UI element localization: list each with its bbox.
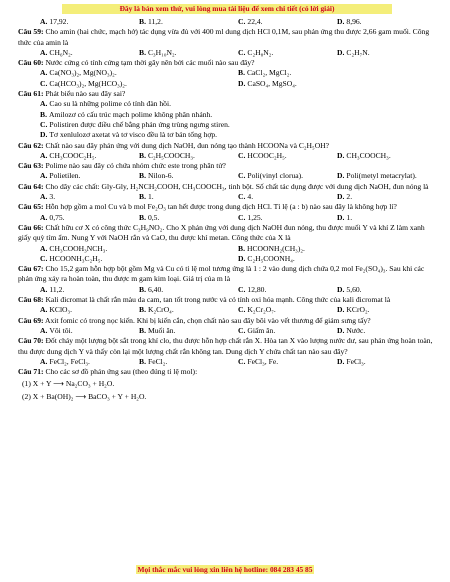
question: [18, 161, 436, 171]
option-text: K₂Cr₂O₇.: [247, 305, 276, 315]
option-letter: A.: [40, 150, 48, 160]
answer-option: [238, 192, 337, 202]
answer-option: [337, 357, 436, 367]
option-letter: A.: [40, 192, 48, 202]
answer-option: [18, 110, 436, 120]
question-number: Câu 66:: [18, 222, 44, 232]
option-text: FeCl₃.: [346, 356, 366, 366]
option-text: Polietilen.: [49, 171, 81, 181]
option-letter: D.: [238, 253, 246, 263]
answer-option: [40, 79, 238, 89]
answer-option: [40, 213, 139, 223]
answer-option: [139, 171, 238, 181]
question-number: Câu 67:: [18, 264, 44, 274]
option-text: 3.: [49, 192, 56, 202]
option-text: HCOONH₂(CH₃)₂.: [246, 243, 305, 253]
answer-option: [40, 17, 139, 27]
reaction-equation: (2) X + Ba(OH)₂ ⟶ BaCO₃ + Y + H₂O.: [22, 392, 147, 402]
option-letter: C.: [238, 171, 246, 181]
question-text: Chất nào sau đây phản ứng với dung dịch NaOH, đun nóng tạo thành HCOONa và C₂H₅OH?: [45, 140, 330, 150]
option-letter: A.: [40, 68, 48, 78]
option-text: 4.: [247, 192, 254, 202]
answer-option: [139, 326, 238, 336]
option-text: C₃H₁₀N₂.: [147, 47, 177, 57]
option-letter: C.: [238, 305, 246, 315]
answer-option: [337, 151, 436, 161]
option-letter: B.: [139, 325, 146, 335]
answer-option: [337, 192, 436, 202]
answer-option: [337, 326, 436, 336]
answer-option: [18, 120, 436, 130]
option-letter: D.: [337, 47, 345, 57]
option-text: C₂H₇N.: [346, 47, 370, 57]
question-text: Cho 15,2 gam hỗn hợp bột gồm Mg và Cu có tỉ lệ mol tương ứng là 1 : 2 vào dung dịch chứa 0,2 mol Fe₂(SO₄)₃. Sau khi các phản ứng xảy ra hoàn toàn, thu được m gam kim loại. Giá trị của m là: [18, 264, 425, 284]
option-letter: C.: [238, 325, 246, 335]
question-text: Cho các sơ đồ phản ứng sau (theo đúng tỉ lệ mol):: [45, 367, 198, 377]
option-text: CH₆N₂.: [49, 47, 73, 57]
answer-option: [238, 151, 337, 161]
option-letter: A.: [40, 325, 48, 335]
option-letter: D.: [238, 78, 246, 88]
answer-option: [238, 305, 337, 315]
question-number: Câu 62:: [18, 140, 44, 150]
option-letter: C.: [238, 17, 246, 26]
option-text: Nilon-6.: [147, 171, 174, 181]
answer-option: [40, 192, 139, 202]
question-text: Phát biểu nào sau đây sai?: [45, 89, 126, 99]
answer-option: [337, 48, 436, 58]
answer-options: [18, 305, 436, 315]
option-text: C₂H₈N₂.: [247, 47, 274, 57]
question: [18, 27, 436, 48]
option-text: KCrO₂.: [346, 305, 370, 315]
option-text: FeCl₃, Fe.: [247, 356, 279, 366]
option-letter: D.: [337, 17, 345, 26]
question: [18, 336, 436, 357]
answer-option: [337, 171, 436, 181]
option-text: Amilozơ có cấu trúc mạch polime không phân nhánh.: [48, 109, 213, 119]
option-text: Vôi tôi.: [49, 325, 73, 335]
option-text: CH₃COOC₂H₅.: [49, 150, 97, 160]
question-number: Câu 65:: [18, 202, 44, 212]
question-text: Đốt cháy một lượng bột sắt trong khí clo, thu được hỗn hợp chất rắn X. Hòa tan X vào lượng nước dư, sau phản ứng hoàn toàn, thu được dung dịch Y và thấy còn lại một lượng chất rắn không tan. Dung dịch Y chứa chất tan nào sau đây?: [18, 336, 433, 356]
question-number: Câu 63:: [18, 161, 44, 171]
answer-option: [238, 357, 337, 367]
option-text: C₂H₅COONH₄.: [247, 253, 295, 263]
question-number: Câu 64:: [18, 181, 44, 191]
option-text: K₂CrO₄.: [147, 305, 174, 315]
question-text: Cho dãy các chất: Gly-Gly, H₂NCH₂COOH, CH₃COOCH₃, tinh bột. Số chất tác dụng được với dung dịch NaOH, đun nóng là: [45, 181, 429, 191]
option-text: CaCl₂, MgCl₂.: [246, 68, 292, 78]
option-letter: A.: [40, 212, 48, 222]
answer-option: [40, 305, 139, 315]
option-letter: B.: [139, 150, 146, 160]
option-text: 12,80.: [247, 284, 267, 294]
answer-options: [18, 285, 436, 295]
option-text: HCOOC₂H₅.: [247, 150, 287, 160]
option-text: 11,2.: [147, 17, 163, 26]
answer-option: [238, 171, 337, 181]
option-letter: B.: [238, 243, 245, 253]
question: [18, 223, 436, 244]
answer-option: [40, 48, 139, 58]
option-text: Tơ xenlulozơ axetat và tơ visco đều là tơ bán tổng hợp.: [49, 130, 218, 140]
option-text: Ca(NO₃)₂, Mg(NO₃)₂.: [49, 68, 117, 78]
answer-options: [18, 68, 436, 78]
question: [18, 295, 436, 305]
option-letter: B.: [139, 284, 146, 294]
option-text: Giấm ăn.: [247, 325, 276, 335]
question: [18, 89, 436, 99]
answer-option: [238, 244, 436, 254]
option-text: CaSO₄, MgSO₄.: [247, 78, 297, 88]
question: [18, 367, 436, 377]
option-letter: C.: [238, 284, 246, 294]
answer-options: [18, 213, 436, 223]
answer-option: [238, 285, 337, 295]
option-text: 1.: [346, 212, 353, 222]
reaction-equation: (1) X + Y ⟶ Na₂CO₃ + H₂O.: [22, 379, 115, 389]
answer-options: [18, 171, 436, 181]
question-text: Polime nào sau đây có chứa nhóm chức este trong phân tử?: [45, 161, 226, 171]
option-text: FeCl₂.: [147, 356, 168, 366]
option-text: CH₃COOH₃NCH₃.: [49, 243, 108, 253]
answer-options: [18, 48, 436, 58]
option-text: 2.: [346, 192, 353, 202]
option-letter: B.: [139, 47, 146, 57]
option-letter: C.: [238, 150, 246, 160]
option-text: Polistiren được điều chế bằng phản ứng trùng ngưng stiren.: [49, 119, 230, 129]
option-text: Ca(HCO₃)₂, Mg(HCO₃)₂.: [49, 78, 127, 88]
question-number: Câu 60:: [18, 58, 44, 68]
option-letter: C.: [238, 47, 246, 57]
answer-option: [238, 48, 337, 58]
option-letter: B.: [139, 171, 146, 181]
question-text: Cho amin (hai chức, mạch hở) tác dụng vừa đủ với 400 ml dung dịch HCl 0,1M, sau phản ứng thu được 2,66 gam muối. Công thức của amin là: [18, 27, 430, 47]
answer-option: [139, 213, 238, 223]
answer-option: [40, 151, 139, 161]
answer-option: [238, 326, 337, 336]
option-letter: D.: [337, 305, 345, 315]
option-text: KClO₃.: [49, 305, 73, 315]
option-letter: A.: [40, 17, 48, 26]
option-letter: A.: [40, 243, 48, 253]
option-text: 17,92.: [49, 17, 69, 26]
answer-option: [139, 48, 238, 58]
option-text: Nước.: [346, 325, 366, 335]
answer-option: [337, 213, 436, 223]
option-letter: D.: [337, 356, 345, 366]
option-text: CH₃COOCH₃.: [346, 150, 391, 160]
question: [18, 58, 436, 68]
answer-option: [238, 254, 436, 264]
answer-options: [18, 79, 436, 89]
answer-option: [139, 357, 238, 367]
preview-banner: Đây là bản xem thử, vui lòng mua tài liệu để xem chi tiết (có lời giải): [62, 4, 392, 14]
option-letter: A.: [40, 284, 48, 294]
option-letter: C.: [40, 119, 48, 129]
option-text: 0,5.: [147, 212, 160, 222]
question-number: Câu 59:: [18, 27, 44, 37]
option-letter: D.: [337, 284, 345, 294]
option-text: 8,96.: [346, 17, 362, 26]
question-text: Axit fomic có trong nọc kiến. Khi bị kiến cắn, chọn chất nào sau đây bôi vào vết thương để giảm sưng tấy?: [45, 315, 371, 325]
answer-option: [337, 17, 436, 27]
question-number: Câu 61:: [18, 89, 44, 99]
answer-options: [18, 151, 436, 161]
option-text: 5,60.: [346, 284, 362, 294]
option-letter: C.: [238, 356, 246, 366]
option-letter: D.: [337, 212, 345, 222]
option-letter: B.: [139, 17, 146, 26]
hotline-footer: [0, 565, 450, 574]
option-text: 6,40.: [147, 284, 164, 294]
option-letter: D.: [337, 325, 345, 335]
option-letter: B.: [139, 212, 146, 222]
answer-option: [238, 213, 337, 223]
answer-option: [238, 79, 436, 89]
exam-content: [18, 17, 436, 403]
question-number: Câu 71:: [18, 367, 44, 377]
option-letter: A.: [40, 47, 48, 57]
answer-options: [18, 357, 436, 367]
hotline-text: Mọi thắc mắc vui lòng xin liên hệ hotline: 084 283 45 85: [137, 565, 313, 574]
option-letter: C.: [238, 212, 246, 222]
option-letter: A.: [40, 171, 48, 181]
option-letter: D.: [337, 150, 345, 160]
option-letter: B.: [139, 192, 146, 202]
option-letter: C.: [40, 253, 48, 263]
answer-option: [40, 171, 139, 181]
answer-option: [18, 99, 436, 109]
answer-options: [18, 326, 436, 336]
option-letter: B.: [238, 68, 245, 78]
answer-option: [238, 17, 337, 27]
question-text: Nước cứng có tính cứng tạm thời gây nên bởi các muối nào sau đây?: [45, 58, 255, 68]
question: [18, 264, 436, 285]
option-text: 1,25.: [247, 212, 263, 222]
question-text: Chất hữu cơ X có công thức C₃H₉NO₂. Cho X phản ứng với dung dịch NaOH đun nóng, thu được muối Y và khí Z làm xanh giấy quỳ tím ẩm. Nung Y với NaOH rắn và CaO, thu được khí metan. Công thức của X là: [18, 222, 425, 243]
option-letter: A.: [40, 356, 48, 366]
answer-option: [40, 254, 238, 264]
answer-option: [40, 68, 238, 78]
option-letter: B.: [139, 356, 146, 366]
answer-option: [337, 305, 436, 315]
answer-options: [18, 244, 436, 254]
option-text: HCOONH₃C₂H₅.: [49, 253, 103, 263]
answer-options: [18, 192, 436, 202]
option-text: Poli(vinyl clorua).: [247, 171, 304, 181]
option-text: Cao su là những polime có tính đàn hồi.: [49, 99, 171, 109]
option-letter: B.: [40, 109, 47, 119]
option-letter: D.: [40, 130, 48, 140]
answer-option: [139, 151, 238, 161]
answer-option: [139, 305, 238, 315]
option-letter: C.: [40, 78, 48, 88]
option-letter: A.: [40, 305, 48, 315]
answer-options: [18, 254, 436, 264]
option-text: Muối ăn.: [147, 325, 176, 335]
answer-options: [18, 17, 436, 27]
option-letter: D.: [337, 192, 345, 202]
option-text: Poli(metyl metacrylat).: [346, 171, 417, 181]
option-text: C₂H₅COOCH₃.: [147, 150, 195, 160]
option-letter: C.: [238, 192, 246, 202]
option-text: 22,4.: [247, 17, 263, 26]
answer-option: [238, 68, 436, 78]
option-text: 0,75.: [49, 212, 65, 222]
option-text: FeCl₂, FeCl₃.: [49, 356, 90, 366]
answer-option: [139, 17, 238, 27]
question-text: Hỗn hợp gồm a mol Cu và b mol Fe₂O₃ tan hết được trong dung dịch HCl. Tỉ lệ (a : b) nào sau đây là không hợp lí?: [45, 202, 397, 212]
question-number: Câu 69:: [18, 315, 44, 325]
question: [18, 202, 436, 212]
option-letter: B.: [139, 305, 146, 315]
question-number: Câu 68:: [18, 295, 44, 305]
question-text: Kali đicromat là chất rắn màu da cam, tan tốt trong nước và có tính oxi hóa mạnh. Công thức của kali đicromat là: [45, 295, 391, 305]
option-letter: D.: [337, 171, 345, 181]
answer-option: [40, 357, 139, 367]
answer-option: [18, 130, 436, 140]
option-letter: A.: [40, 99, 48, 109]
answer-option: [40, 326, 139, 336]
question: [18, 141, 436, 151]
answer-option: [40, 285, 139, 295]
question: [18, 316, 436, 326]
answer-option: [139, 192, 238, 202]
answer-option: [40, 244, 238, 254]
answer-option: [139, 285, 238, 295]
question-number: Câu 70:: [18, 336, 44, 346]
question: [18, 182, 436, 192]
option-text: 11,2.: [49, 284, 65, 294]
option-text: 1.: [147, 192, 154, 202]
answer-option: [337, 285, 436, 295]
